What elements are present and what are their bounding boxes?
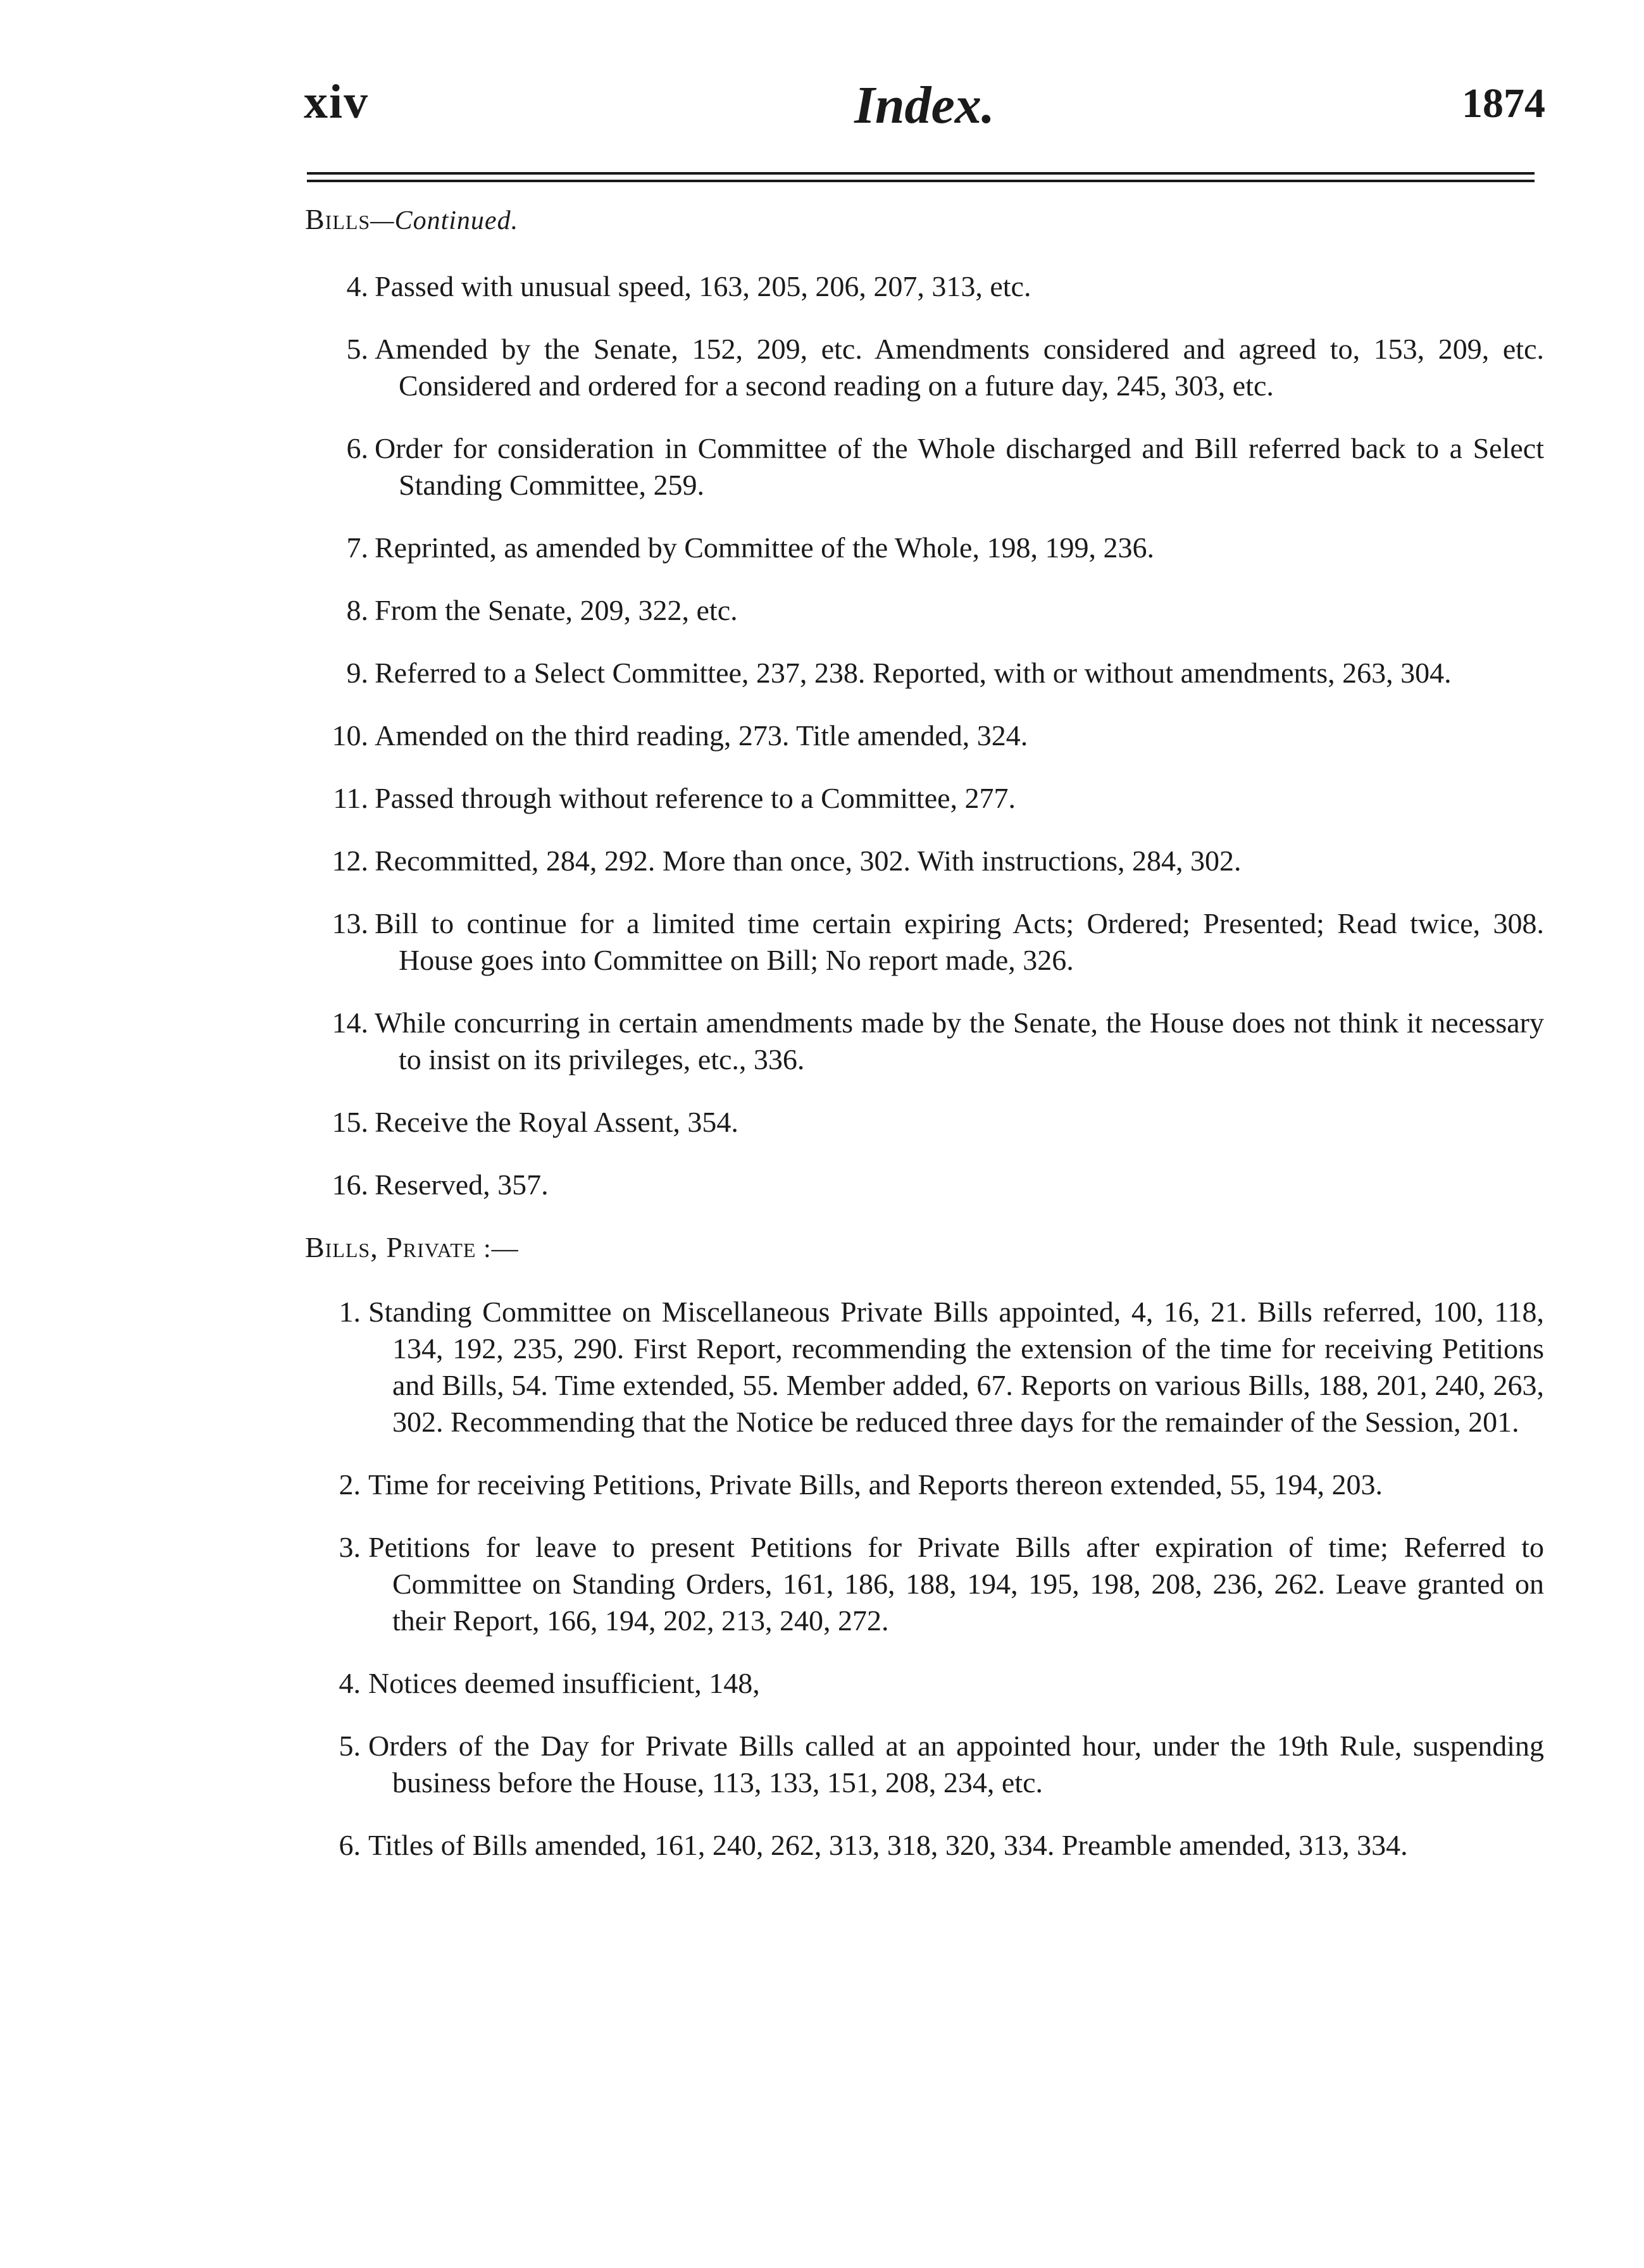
entry-number: 5. bbox=[346, 333, 368, 365]
entry-text: Amended on the third reading, 273. Title amended, 324. bbox=[375, 719, 1028, 752]
entry-number: 6. bbox=[346, 432, 368, 464]
section-heading-suffix: —Continued. bbox=[370, 206, 519, 235]
index-entry bbox=[297, 1827, 1544, 1864]
section-heading-suffix: :— bbox=[476, 1234, 519, 1263]
entry-number: 11. bbox=[333, 782, 368, 814]
entry-number: 6. bbox=[339, 1829, 361, 1861]
section-bills-continued bbox=[297, 201, 1544, 1203]
entry-text: Titles of Bills amended, 161, 240, 262, 313, 318, 320, 334. Preamble amended, 313, 334. bbox=[368, 1829, 1408, 1861]
entry-number: 1. bbox=[339, 1296, 361, 1328]
index-entry bbox=[297, 905, 1544, 979]
header-rule-bottom bbox=[307, 180, 1535, 182]
entry-number: 3. bbox=[339, 1531, 361, 1563]
page-number: xiv bbox=[304, 75, 370, 128]
entry-text: Time for receiving Petitions, Private Bills, and Reports thereon extended, 55, 194, 203. bbox=[368, 1468, 1383, 1501]
index-entry bbox=[297, 780, 1544, 817]
index-entry bbox=[297, 655, 1544, 691]
section-bills-private bbox=[297, 1229, 1544, 1864]
entry-number: 5. bbox=[339, 1730, 361, 1762]
entry-number: 15. bbox=[332, 1106, 368, 1138]
entry-number: 16. bbox=[332, 1168, 368, 1201]
header-rule-top bbox=[307, 172, 1535, 175]
entry-number: 7. bbox=[346, 531, 368, 564]
index-entry bbox=[297, 1728, 1544, 1801]
index-entry bbox=[297, 1665, 1544, 1702]
entry-text: Recommitted, 284, 292. More than once, 302. With instructions, 284, 302. bbox=[375, 845, 1242, 877]
index-entry bbox=[297, 331, 1544, 404]
entry-number: 4. bbox=[346, 270, 368, 302]
entry-text: Passed with unusual speed, 163, 205, 206, 207, 313, etc. bbox=[375, 270, 1031, 302]
index-entry bbox=[297, 592, 1544, 629]
entry-text: Orders of the Day for Private Bills called at an appointed hour, under the 19th Rule, suspending business before the House, 113, 133, 151, 208, 234, etc. bbox=[368, 1730, 1544, 1799]
index-entry bbox=[297, 1104, 1544, 1141]
entry-text: From the Senate, 209, 322, etc. bbox=[375, 594, 738, 626]
entry-text: Order for consideration in Committee of the Whole discharged and Bill referred back to a Select Standing Committee, 259. bbox=[375, 432, 1544, 501]
index-entry bbox=[297, 1529, 1544, 1639]
entry-text: Notices deemed insufficient, 148, bbox=[368, 1667, 760, 1699]
index-entry bbox=[297, 843, 1544, 879]
entry-text: Amended by the Senate, 152, 209, etc. Amendments considered and agreed to, 153, 209, etc. Considered and ordered for a second reading on a future day, 245, 303, etc. bbox=[375, 333, 1544, 402]
page-year: 1874 bbox=[1462, 80, 1545, 127]
index-entry bbox=[297, 1466, 1544, 1503]
index-entry bbox=[297, 717, 1544, 754]
entry-number: 8. bbox=[346, 594, 368, 626]
entry-text: Bill to continue for a limited time certain expiring Acts; Ordered; Presented; Read twice, 308. House goes into Committee on Bill; No report made, 326. bbox=[375, 907, 1544, 976]
entry-text: Petitions for leave to present Petitions for Private Bills after expiration of time; Referred to Committee on Standing Orders, 161, 186, 188, 194, 195, 198, 208, 236, 262. Leave granted on their Report, 166, 194, 202, 213, 240, 272. bbox=[368, 1531, 1544, 1637]
entry-text: Referred to a Select Committee, 237, 238. Reported, with or without amendments, 263, 304. bbox=[375, 657, 1452, 689]
entry-text: Standing Committee on Miscellaneous Private Bills appointed, 4, 16, 21. Bills referred, 100, 118, 134, 192, 235, 290. First Report, recommending the extension of the time for receiving Petitions and Bills, 54. Time extended, 55. Member added, 67. Reports on various Bills, 188, 201, 240, 263, 302. Recommending that the Notice be reduced three days for the remainder of the Session, 201. bbox=[368, 1296, 1544, 1438]
index-entry bbox=[297, 430, 1544, 504]
index-content bbox=[297, 201, 1544, 1890]
entry-text: Passed through without reference to a Committee, 277. bbox=[375, 782, 1016, 814]
entry-number: 13. bbox=[332, 907, 368, 939]
entry-number: 2. bbox=[339, 1468, 361, 1501]
index-entry bbox=[297, 1167, 1544, 1203]
page-title: Index. bbox=[854, 76, 995, 135]
entry-number: 4. bbox=[339, 1667, 361, 1699]
section-heading-text: Bills bbox=[305, 203, 371, 235]
section-heading bbox=[305, 201, 1544, 239]
entry-number: 10. bbox=[332, 719, 368, 752]
index-entry bbox=[297, 1294, 1544, 1441]
entry-number: 14. bbox=[332, 1007, 368, 1039]
entry-text: Reprinted, as amended by Committee of the Whole, 198, 199, 236. bbox=[375, 531, 1154, 564]
section-heading-text: Bills, Private bbox=[305, 1231, 476, 1263]
page-header bbox=[304, 75, 1545, 144]
section-heading bbox=[305, 1229, 1544, 1267]
entry-number: 9. bbox=[346, 657, 368, 689]
entry-text: While concurring in certain amendments made by the Senate, the House does not think it necessary to insist on its privileges, etc., 336. bbox=[375, 1007, 1544, 1075]
entry-number: 12. bbox=[332, 845, 368, 877]
index-entry bbox=[297, 1005, 1544, 1078]
entry-text: Receive the Royal Assent, 354. bbox=[375, 1106, 738, 1138]
entry-text: Reserved, 357. bbox=[375, 1168, 549, 1201]
index-entry bbox=[297, 530, 1544, 566]
index-entry bbox=[297, 268, 1544, 305]
